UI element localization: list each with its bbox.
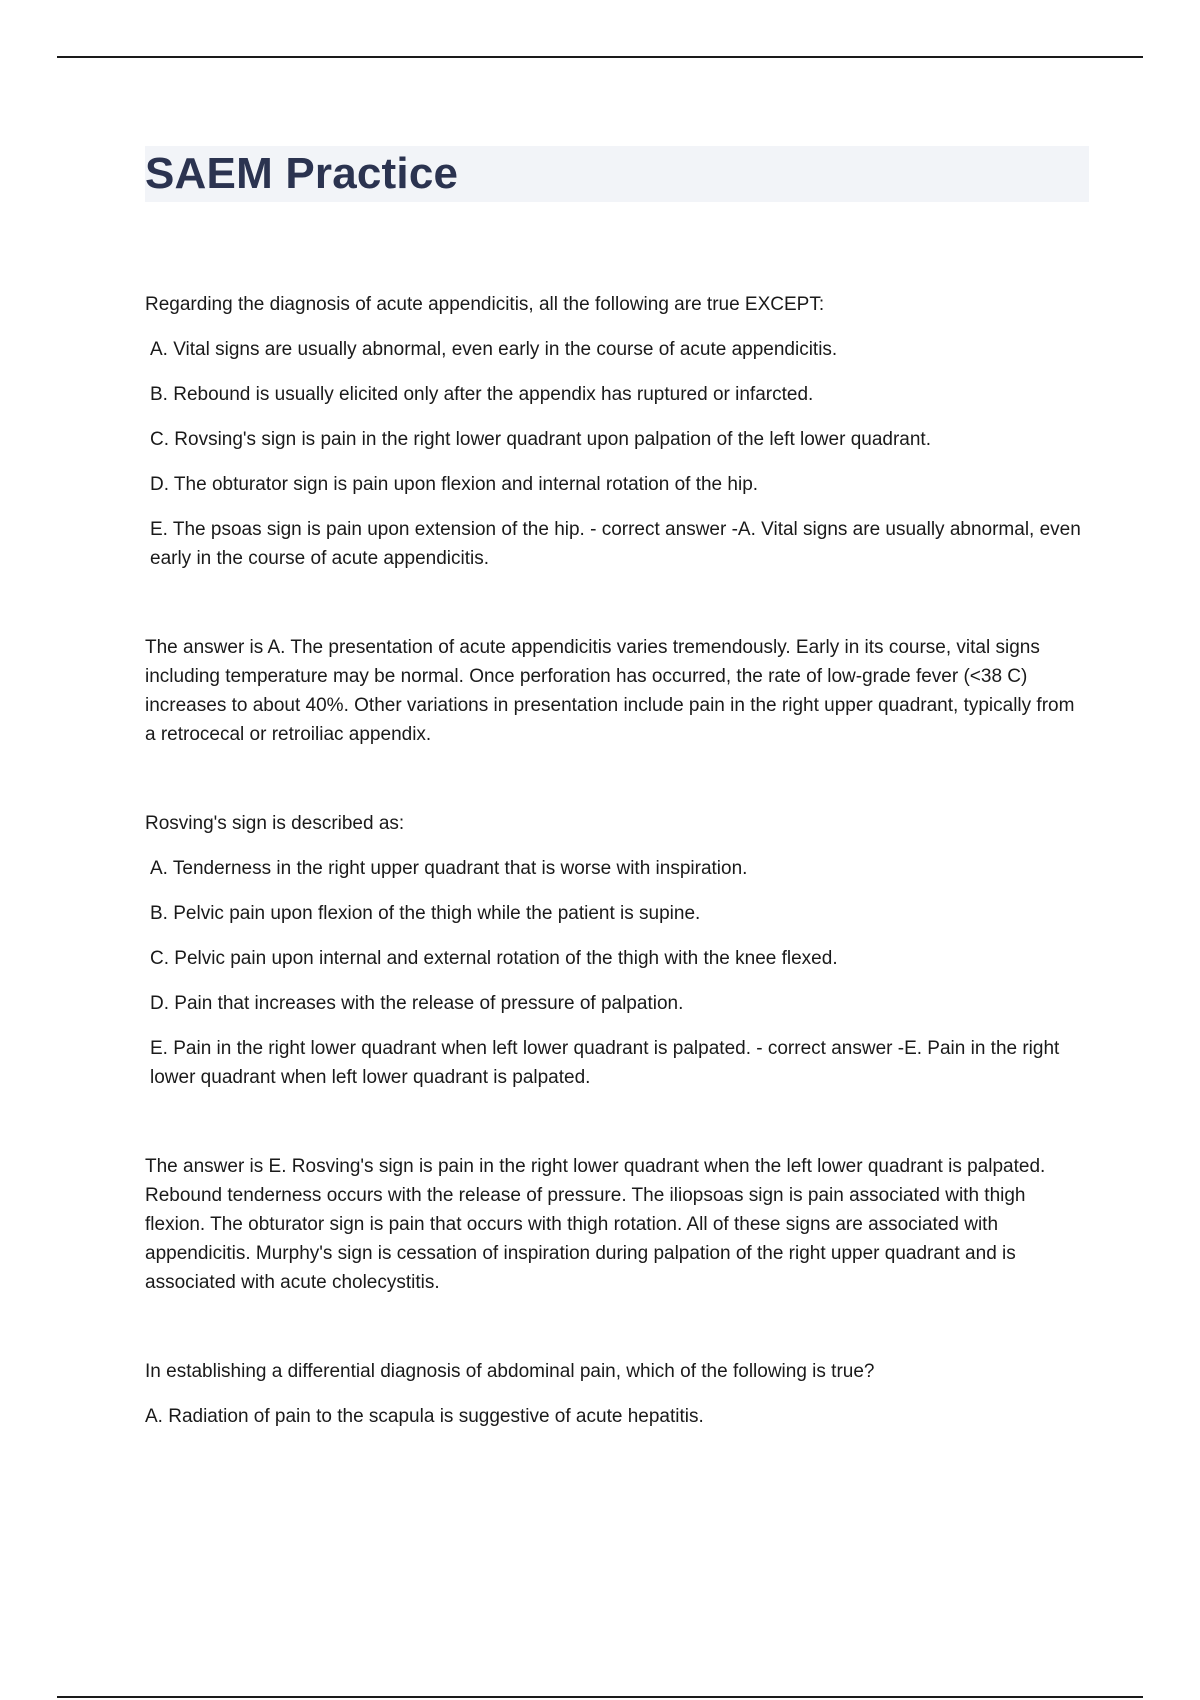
answer-option: D. Pain that increases with the release of pressure of palpation. bbox=[150, 993, 684, 1014]
question-block-2 bbox=[145, 809, 1089, 1357]
document-body bbox=[145, 290, 1089, 1431]
question-block-3 bbox=[145, 1357, 1089, 1431]
question-stem: Regarding the diagnosis of acute appendicitis, all the following are true EXCEPT: bbox=[145, 294, 825, 315]
answer-option: A. Radiation of pain to the scapula is suggestive of acute hepatitis. bbox=[145, 1406, 704, 1427]
answer-option: C. Pelvic pain upon internal and external rotation of the thigh with the knee flexed. bbox=[150, 948, 838, 969]
answer-explanation: The answer is E. Rosving's sign is pain in the right lower quadrant when the left lower quadrant is palpated. Rebound tenderness occurs with the release of pressure. The iliopsoas sign is pain associated with thigh flexion. The obturator sign is pain that occurs with thigh rotation. All of these signs are associated with appendicitis. Murphy's sign is cessation of inspiration during palpation of the right upper quadrant and is associated with acute cholecystitis. bbox=[145, 1156, 1046, 1293]
top-rule bbox=[57, 56, 1143, 58]
answer-option: C. Rovsing's sign is pain in the right lower quadrant upon palpation of the left lower quadrant. bbox=[150, 429, 931, 450]
title-band bbox=[145, 146, 1089, 202]
answer-option: B. Rebound is usually elicited only after the appendix has ruptured or infarcted. bbox=[150, 384, 814, 405]
answer-explanation: The answer is A. The presentation of acute appendicitis varies tremendously. Early in its course, vital signs including temperature may be normal. Once perforation has occurred, the rate of low-grade fever (<38 C) increases to about 40%. Other variations in presentation include pain in the right upper quadrant, typically from a retrocecal or retroiliac appendix. bbox=[145, 637, 1075, 745]
question-stem: Rosving's sign is described as: bbox=[145, 813, 405, 834]
answer-option: A. Tenderness in the right upper quadrant that is worse with inspiration. bbox=[150, 858, 748, 879]
bottom-rule bbox=[57, 1696, 1143, 1698]
answer-option: B. Pelvic pain upon flexion of the thigh while the patient is supine. bbox=[150, 903, 701, 924]
question-block-1 bbox=[145, 290, 1089, 809]
question-stem: In establishing a differential diagnosis of abdominal pain, which of the following is true? bbox=[145, 1361, 875, 1382]
answer-option: D. The obturator sign is pain upon flexion and internal rotation of the hip. bbox=[150, 474, 759, 495]
page-title: SAEM Practice bbox=[145, 149, 459, 198]
answer-option-with-correct-answer: E. Pain in the right lower quadrant when left lower quadrant is palpated. - correct answer -E. Pain in the right lower quadrant when left lower quadrant is palpated. bbox=[150, 1038, 1060, 1088]
answer-option-with-correct-answer: E. The psoas sign is pain upon extension of the hip. - correct answer -A. Vital signs are usually abnormal, even early in the course of acute appendicitis. bbox=[150, 519, 1081, 569]
answer-option: A. Vital signs are usually abnormal, even early in the course of acute appendicitis. bbox=[150, 339, 838, 360]
